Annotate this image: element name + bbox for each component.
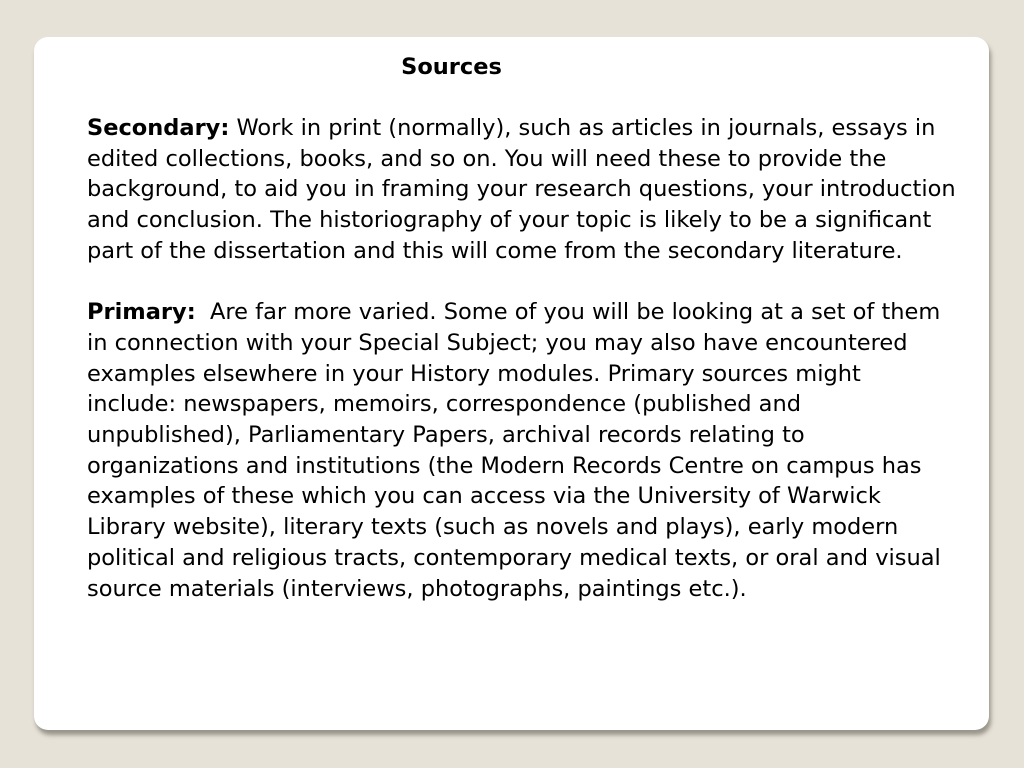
primary-paragraph: [87, 297, 957, 604]
secondary-paragraph: [87, 113, 963, 267]
primary-label: Primary:: [87, 299, 196, 326]
secondary-text: Work in print (normally), such as articles in journals, essays in edited collections, books, and so on. You will need these to provide the background, to aid you in framing your research questions, your introduction and conclusion. The historiography of your topic is likely to be a significant part of the dissertation and this will come from the secondary literature.: [87, 115, 963, 264]
slide-body: [87, 113, 963, 604]
secondary-label: Secondary:: [87, 115, 230, 141]
slide-title: Sources: [401, 54, 502, 80]
primary-text: Are far more varied. Some of you will be looking at a set of them in connection with your Special Subject; you may also have encountered examples elsewhere in your History modules. Primary sources might include: newspapers, memoirs, correspondence (published and unpublished), Parliamentary Papers, archival records relating to organizations and institutions (the Modern Records Centre on campus has examples of these which you can access via the University of Warwick Library website), literary texts (such as novels and plays), early modern political and religious tracts, contemporary medical texts, or oral and visual source materials (interviews, photographs, paintings etc.).: [87, 299, 948, 602]
slide-card: [34, 37, 989, 730]
